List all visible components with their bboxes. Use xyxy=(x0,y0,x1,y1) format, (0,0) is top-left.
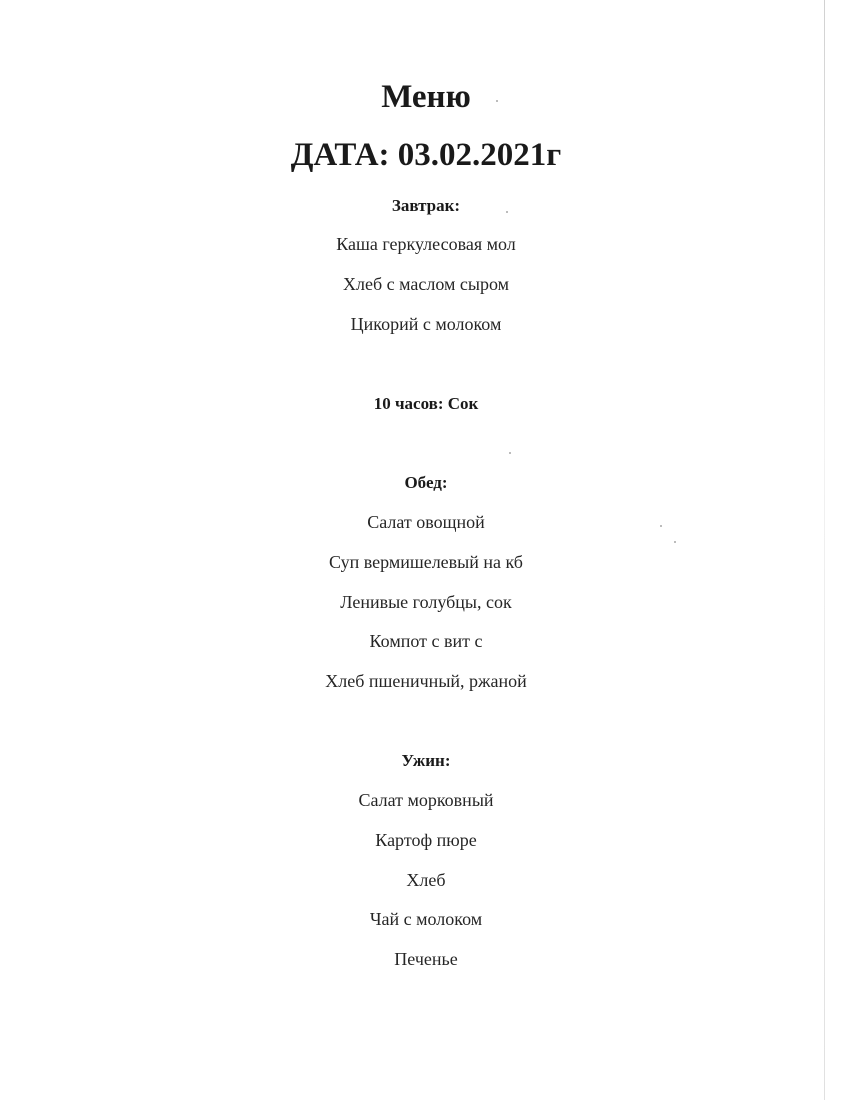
dinner-item: Печенье xyxy=(394,949,458,969)
lunch-item: Ленивые голубцы, сок xyxy=(340,592,512,612)
lunch-heading: Обед: xyxy=(404,473,448,492)
lunch-item: Салат овощной xyxy=(367,512,485,532)
scan-speck xyxy=(506,211,508,213)
scan-speck xyxy=(674,541,676,543)
dinner-item: Салат морковный xyxy=(358,790,494,810)
scan-speck xyxy=(496,100,498,102)
dinner-item: Чай с молоком xyxy=(369,909,483,929)
breakfast-heading: Завтрак: xyxy=(391,196,461,215)
snack-heading: 10 часов: Сок xyxy=(373,394,479,413)
lunch-item: Суп вермишелевый на кб xyxy=(329,552,523,572)
dinner-heading: Ужин: xyxy=(401,751,451,770)
lunch-item: Компот с вит с xyxy=(369,631,483,651)
page-title: Меню xyxy=(381,79,471,115)
dinner-item: Хлеб xyxy=(406,870,446,890)
date-line: ДАТА: 03.02.2021г xyxy=(290,137,562,173)
dinner-item: Картоф пюре xyxy=(375,830,477,850)
breakfast-item: Каша геркулесовая мол xyxy=(336,234,516,254)
breakfast-item: Хлеб с маслом сыром xyxy=(342,274,510,294)
lunch-item: Хлеб пшеничный, ржаной xyxy=(325,671,527,691)
scan-speck xyxy=(660,525,662,527)
breakfast-item: Цикорий с молоком xyxy=(350,314,502,334)
scan-speck xyxy=(509,452,511,454)
